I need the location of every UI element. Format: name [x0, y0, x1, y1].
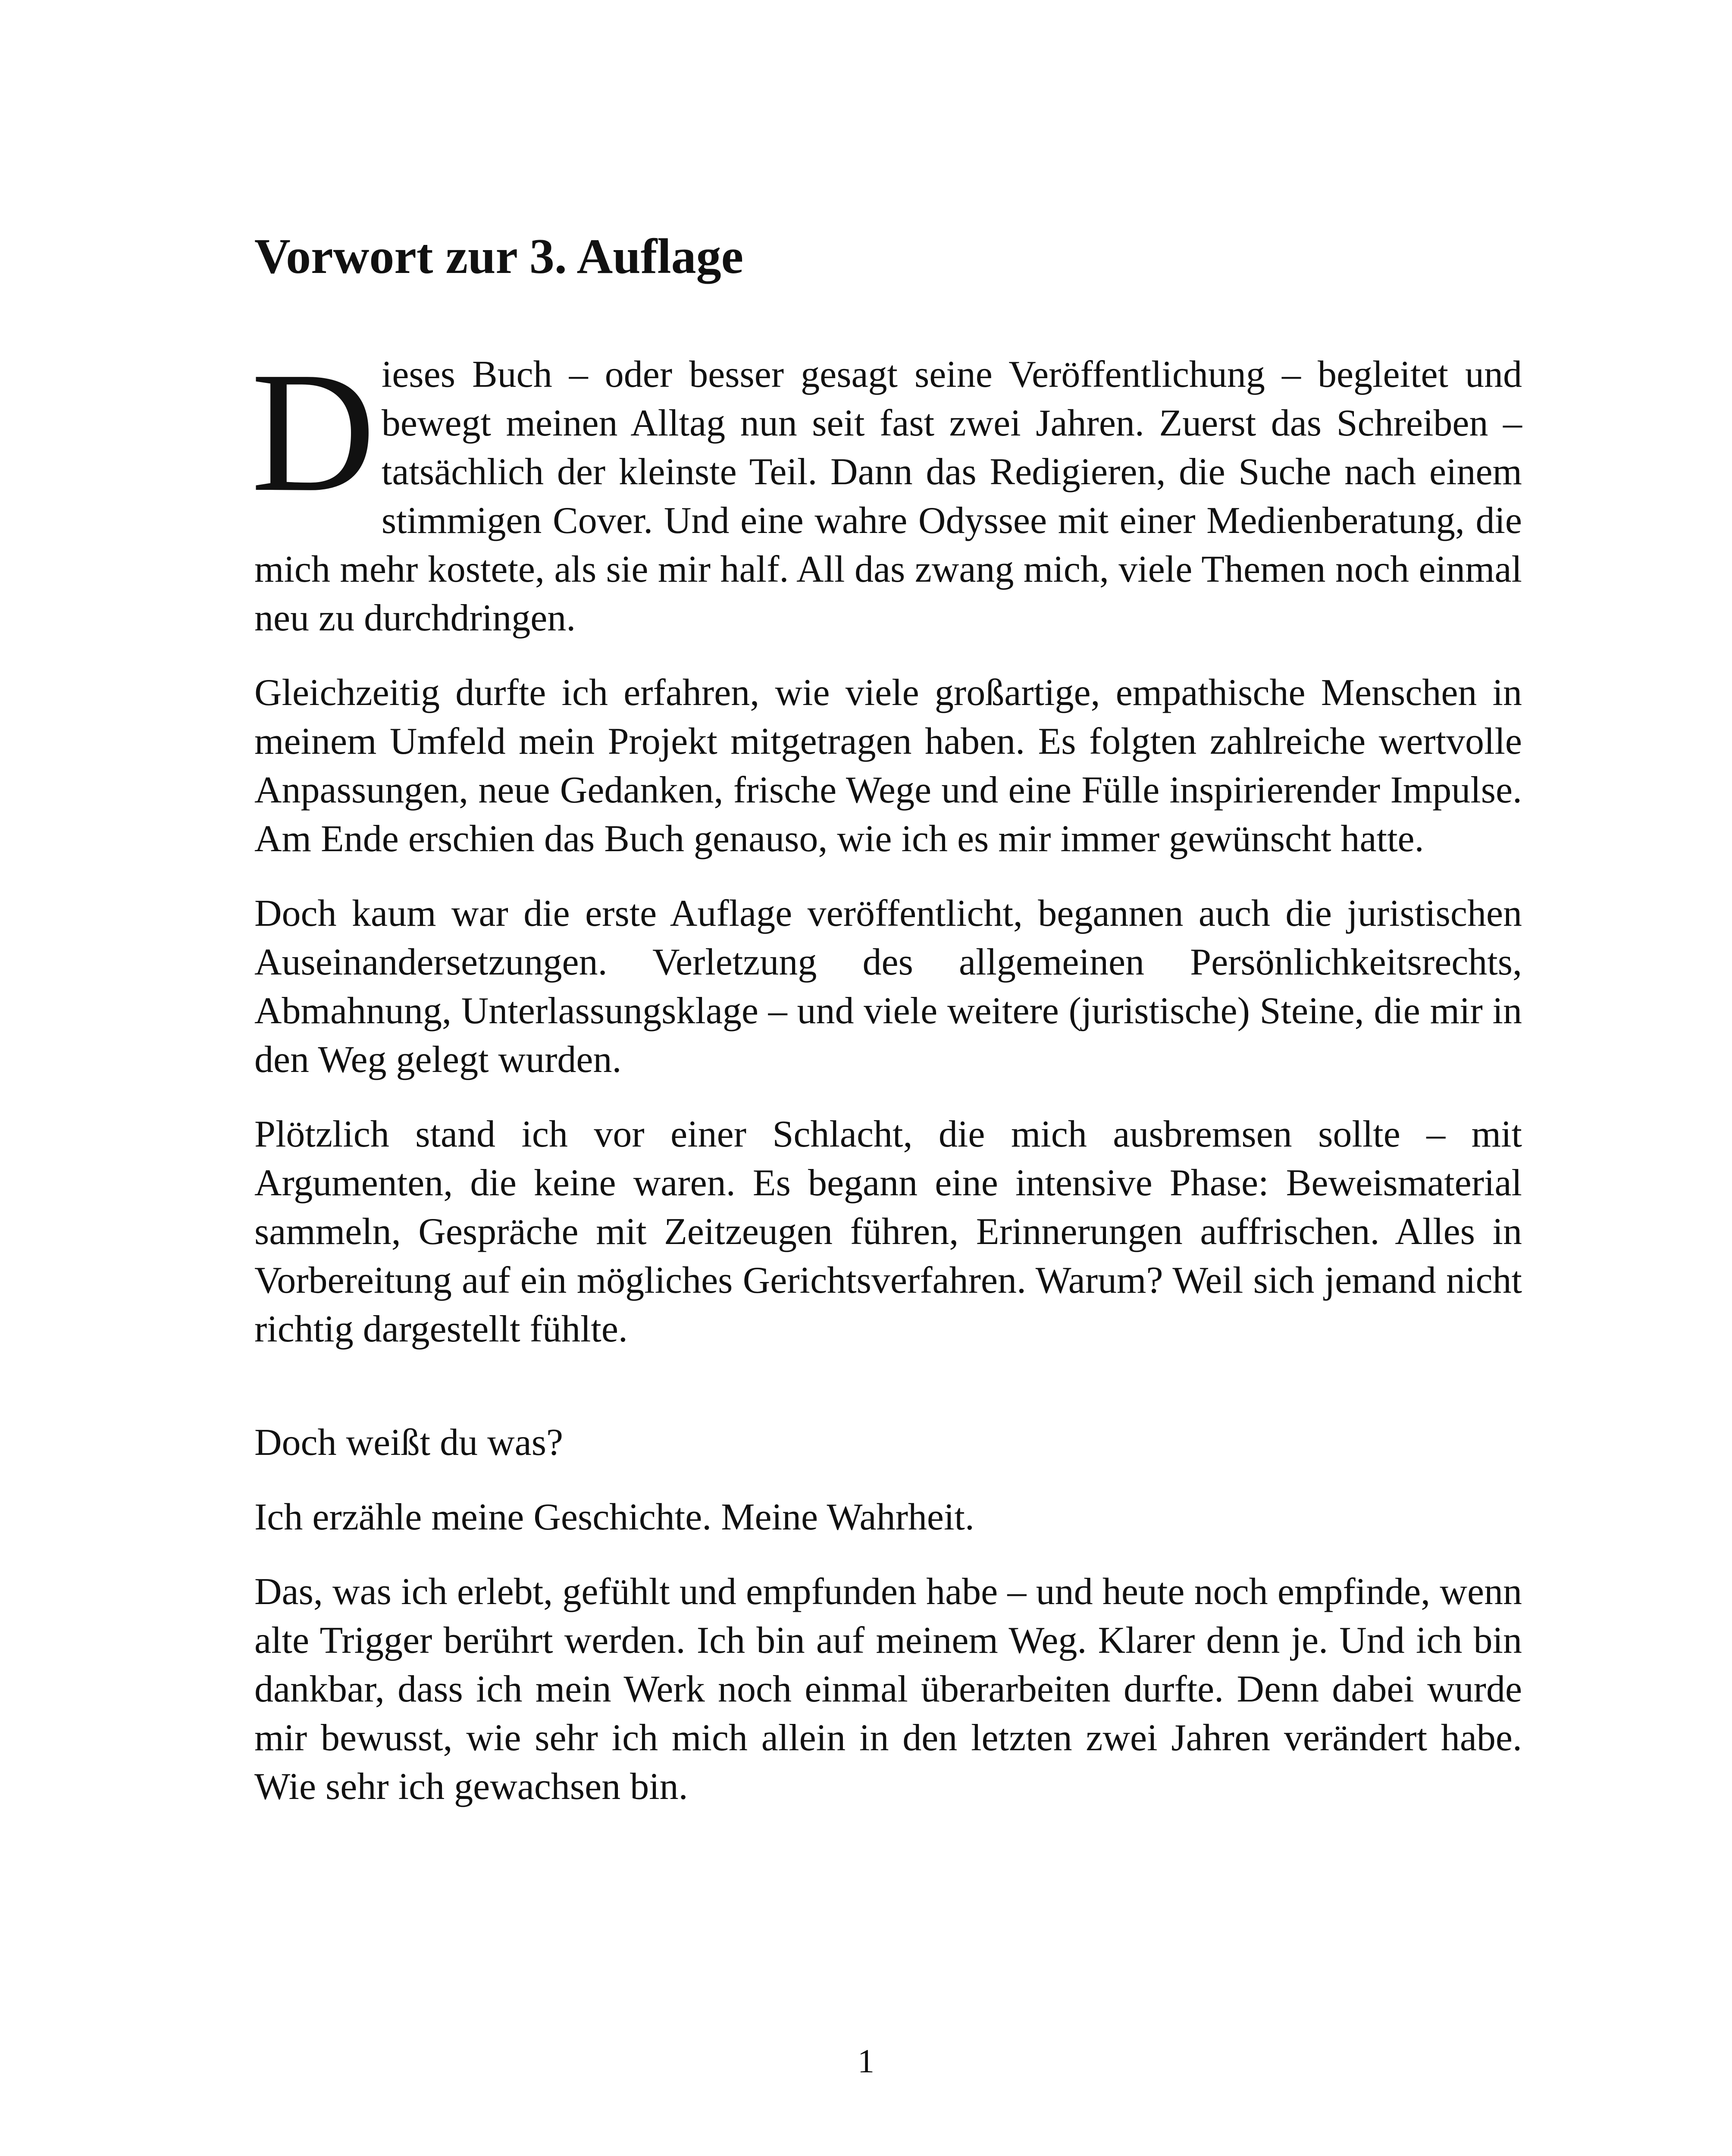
- drop-cap: D: [251, 336, 376, 527]
- paragraph-3: Doch kaum war die erste Auflage veröffentlicht, begannen auch die juristischen Auseinandersetzungen. Verletzung des allgemeinen Persönlichkeitsrechts, Abmahnung, Unterlassungsklage – und viele weitere (juristische) Steine, die mir in den Weg gelegt wurden.: [254, 893, 1522, 1081]
- paragraph-1: [251, 336, 1522, 642]
- paragraph-5: Doch weißt du was?: [254, 1422, 564, 1463]
- paragraph-2: Gleichzeitig durfte ich erfahren, wie viele großartige, empathische Menschen in meinem Umfeld mein Projekt mitgetragen haben. Es folgten zahlreiche wertvolle Anpassungen, neue Gedanken, frische Wege und eine Fülle inspirierender Impulse. Am Ende erschien das Buch genauso, wie ich es mir immer gewünscht hatte.: [254, 672, 1522, 860]
- paragraph-7: Das, was ich erlebt, gefühlt und empfunden habe – und heute noch empfinde, wenn alte Trigger berührt werden. Ich bin auf meinem Weg. Klarer denn je. Und ich bin dankbar, dass ich mein Werk noch einmal überarbeiten durfte. Denn dabei wurde mir bewusst, wie sehr ich mich allein in den letzten zwei Jahren verändert habe. Wie sehr ich gewachsen bin.: [254, 1571, 1522, 1808]
- paragraph-6: Ich erzähle meine Geschichte. Meine Wahrheit.: [254, 1496, 974, 1538]
- page-content: [251, 224, 1522, 1837]
- paragraph-1-text: ieses Buch – oder besser gesagt seine Veröffentlichung – begleitet und bewegt meinen Alltag nun seit fast zwei Jahren. Zuerst das Schreiben – tatsächlich der kleinste Teil. Dann das Redigieren, die Suche nach einem stimmigen Cover. Und eine wahre Odyssee mit einer Medienberatung, die mich mehr kostete, als sie mir half. All das zwang mich, viele Themen noch einmal neu zu durchdringen.: [254, 354, 1522, 639]
- page-title: Vorwort zur 3. Auflage: [254, 229, 744, 284]
- paragraph-4: Plötzlich stand ich vor einer Schlacht, die mich ausbremsen sollte – mit Argumenten, die keine waren. Es begann eine intensive Phase: Beweismaterial sammeln, Gespräche mit Zeitzeugen führen, Erinnerungen auffrischen. Alles in Vorbereitung auf ein mögliches Gerichtsverfahren. Warum? Weil sich jemand nicht richtig dargestellt fühlte.: [254, 1113, 1522, 1350]
- page-number: 1: [858, 2042, 874, 2080]
